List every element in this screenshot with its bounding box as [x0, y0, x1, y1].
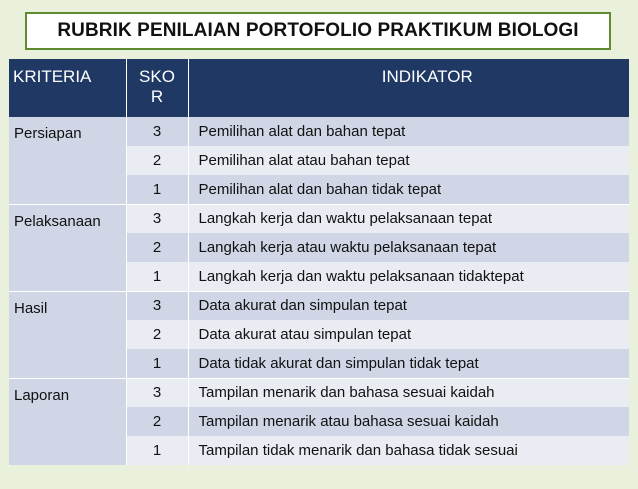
header-skor: [126, 59, 188, 117]
header-indikator: INDIKATOR: [188, 59, 629, 117]
indikator-cell: Tampilan tidak menarik dan bahasa tidak sesuai: [188, 436, 629, 465]
kriteria-cell: Persiapan: [9, 117, 126, 204]
table-row: [9, 378, 629, 407]
indikator-cell: Data akurat atau simpulan tepat: [188, 320, 629, 349]
skor-cell: 3: [126, 117, 188, 146]
indikator-cell: Pemilihan alat atau bahan tepat: [188, 146, 629, 175]
kriteria-cell: Laporan: [9, 378, 126, 465]
indikator-cell: Langkah kerja atau waktu pelaksanaan tepat: [188, 233, 629, 262]
skor-cell: 1: [126, 436, 188, 465]
skor-cell: 1: [126, 175, 188, 204]
header-skor-line1: SKO: [139, 67, 175, 86]
page-title: RUBRIK PENILAIAN PORTOFOLIO PRAKTIKUM BIOLOGI: [57, 20, 579, 41]
indikator-cell: Langkah kerja dan waktu pelaksanaan tidaktepat: [188, 262, 629, 291]
kriteria-cell: Hasil: [9, 291, 126, 378]
table-row: [9, 204, 629, 233]
title-box: [25, 12, 611, 50]
skor-cell: 2: [126, 146, 188, 175]
header-skor-line2: R: [150, 87, 164, 106]
indikator-cell: Langkah kerja dan waktu pelaksanaan tepat: [188, 204, 629, 233]
indikator-cell: Tampilan menarik dan bahasa sesuai kaidah: [188, 378, 629, 407]
skor-cell: 1: [126, 349, 188, 378]
skor-cell: 1: [126, 262, 188, 291]
indikator-cell: Pemilihan alat dan bahan tepat: [188, 117, 629, 146]
skor-cell: 3: [126, 378, 188, 407]
rubric-table-container: [9, 59, 629, 489]
header-kriteria: KRITERIA: [9, 59, 126, 117]
rubric-table: [9, 59, 629, 465]
kriteria-cell: Pelaksanaan: [9, 204, 126, 291]
skor-cell: 2: [126, 407, 188, 436]
table-header-row: [9, 59, 629, 117]
indikator-cell: Data akurat dan simpulan tepat: [188, 291, 629, 320]
skor-cell: 2: [126, 320, 188, 349]
indikator-cell: Tampilan menarik atau bahasa sesuai kaidah: [188, 407, 629, 436]
indikator-cell: Data tidak akurat dan simpulan tidak tepat: [188, 349, 629, 378]
indikator-cell: Pemilihan alat dan bahan tidak tepat: [188, 175, 629, 204]
table-row: [9, 117, 629, 146]
skor-cell: 2: [126, 233, 188, 262]
skor-cell: 3: [126, 291, 188, 320]
skor-cell: 3: [126, 204, 188, 233]
table-row: [9, 291, 629, 320]
